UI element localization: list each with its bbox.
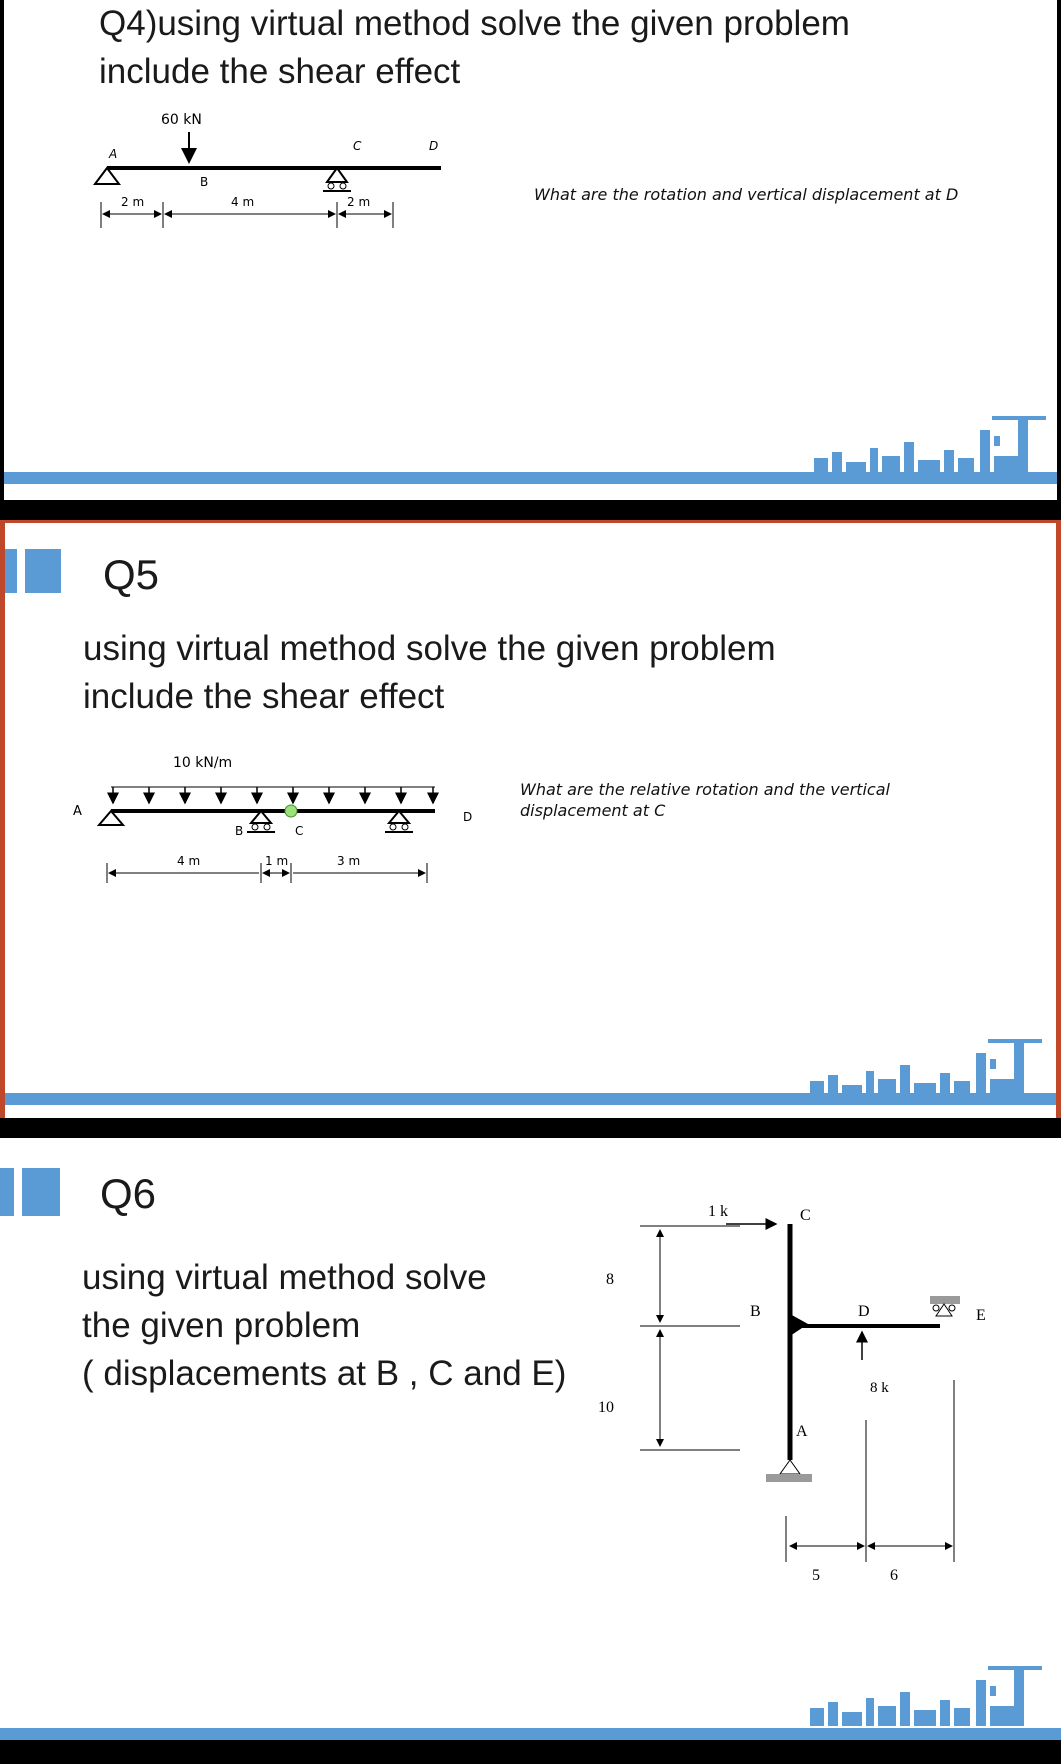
city-skyline-logo: [800, 1650, 1045, 1730]
q5-dim-3: 3 m: [337, 854, 361, 868]
q4-question: What are the rotation and vertical displacement at D: [534, 185, 959, 204]
heading-accent-bar: [22, 1168, 60, 1216]
q6-frame-diagram: [590, 1196, 1010, 1616]
pin-support-icon: [99, 811, 123, 825]
q4-load-label: 60 kN: [161, 112, 202, 128]
q6-dim-h-1: 5: [812, 1567, 820, 1584]
slide-footer-band: [5, 1093, 1061, 1105]
pin-support-icon: [95, 168, 119, 184]
q6-label-e: E: [976, 1307, 986, 1324]
q6-label-b: B: [750, 1303, 761, 1320]
slide-q5: [0, 520, 1061, 1118]
q6-heading: Q6: [100, 1170, 157, 1217]
heading-accent-bar: [0, 1168, 14, 1216]
q6-dim-h-2: 6: [890, 1567, 898, 1584]
city-skyline-logo: [800, 1023, 1045, 1103]
q5-dim-2: 1 m: [265, 854, 289, 868]
slide-q4: [0, 0, 1061, 500]
q4-title: Q4)using virtual method solve the given problem include the shear effect: [99, 4, 850, 91]
heading-accent-bar: [25, 549, 61, 593]
q5-label-d: D: [463, 810, 473, 824]
q5-dim-1: 4 m: [177, 854, 201, 868]
q4-dim-2: 4 m: [231, 195, 255, 209]
roller-support-icon: [327, 168, 347, 182]
slide-bottom-bar: [0, 1740, 1061, 1764]
q4-dim-1: 2 m: [121, 195, 145, 209]
q6-label-d: D: [858, 1303, 870, 1320]
q6-title: using virtual method solve the given problem ( displacements at B , C and E): [82, 1258, 567, 1393]
q5-beam-diagram: [65, 753, 485, 903]
slide-separator: [0, 500, 1061, 520]
pin-support-icon: [780, 1460, 800, 1474]
q6-label-c: C: [800, 1207, 811, 1224]
q6-load-d: 8 k: [870, 1380, 889, 1396]
q4-beam-diagram: [89, 110, 549, 270]
q4-label-d: D: [429, 139, 439, 153]
q5-question: What are the relative rotation and the vertical displacement at C: [520, 780, 890, 820]
q4-label-b: B: [200, 175, 209, 189]
q4-label-a: A: [109, 147, 118, 161]
q6-load-top: 1 k: [708, 1203, 728, 1220]
q6-dim-v-1: 8: [606, 1271, 614, 1288]
q5-label-c: C: [295, 824, 304, 838]
q4-label-c: C: [353, 139, 362, 153]
q4-dim-3: 2 m: [347, 195, 371, 209]
heading-accent-bar: [5, 549, 17, 593]
city-skyline-logo: [804, 400, 1049, 480]
slide-footer-band: [0, 1728, 1061, 1740]
q5-title: using virtual method solve the given problem include the shear effect: [83, 629, 776, 716]
slide-separator: [0, 1118, 1061, 1138]
q6-dim-v-2: 10: [598, 1399, 614, 1416]
slide-footer-band: [4, 472, 1061, 484]
internal-hinge-icon: [285, 805, 297, 817]
q5-heading: Q5: [103, 551, 160, 598]
slide-q6: [0, 1138, 1061, 1764]
q5-load-label: 10 kN/m: [173, 755, 233, 771]
q5-label-b: B: [235, 824, 244, 838]
q5-label-a: A: [73, 804, 82, 819]
q6-label-a: A: [796, 1423, 808, 1440]
